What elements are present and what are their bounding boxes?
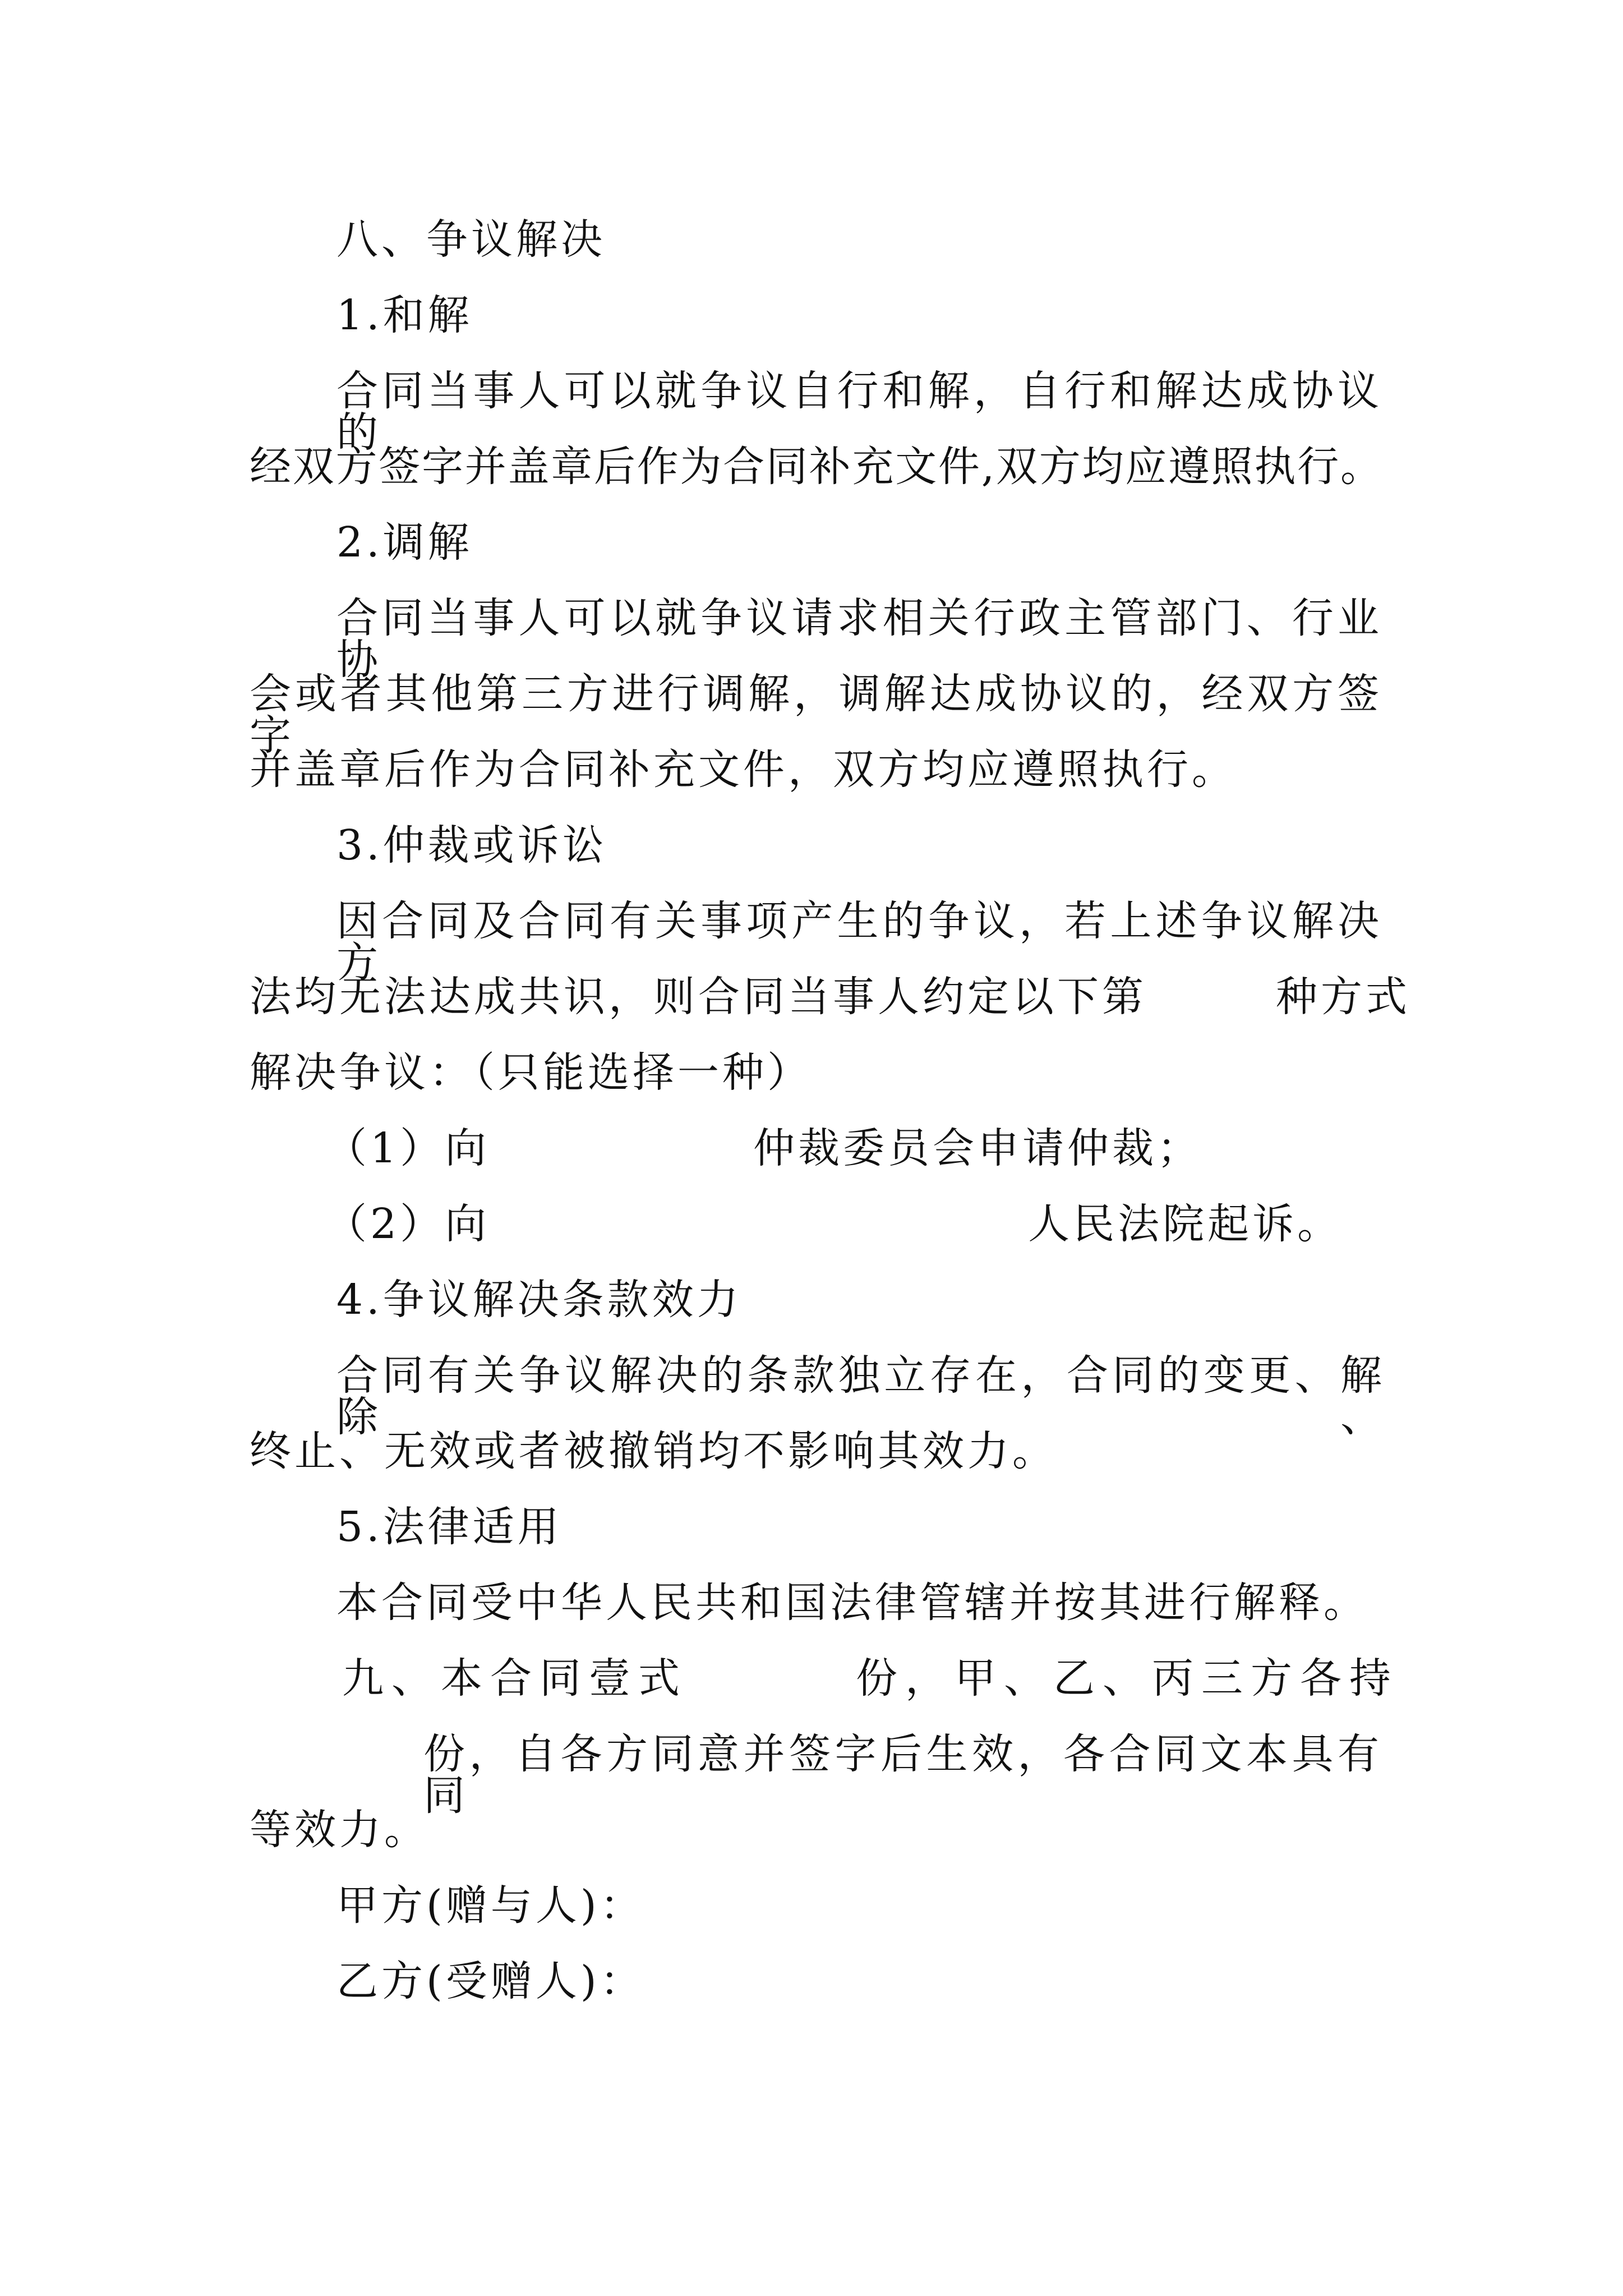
item-5-heading: 5.法律适用 — [336, 1503, 562, 1551]
item-3-text-line-3: 解决争议：（只能选择一种） — [250, 1048, 812, 1097]
section-9-line-1 — [342, 1654, 1475, 1703]
item-2-text-line-2: 会或者其他第三方进行调解，调解达成协议的，经双方签字 — [250, 670, 1382, 760]
item-1-heading: 1.和解 — [336, 291, 473, 339]
item-4-text-line-1: 合同有关争议解决的条款独立存在，合同的变更、解除、 — [336, 1351, 1382, 1441]
item-4-heading: 4.争议解决条款效力 — [336, 1276, 742, 1324]
item-2-heading: 2.调解 — [336, 518, 473, 567]
option-2-line — [325, 1200, 1458, 1248]
section-9-line-2: 份，自各方同意并签字后生效，各合同文本具有同 — [423, 1730, 1382, 1820]
party-a-signature-label: 甲方(赠与人)： — [336, 1881, 645, 1930]
party-b-signature-label: 乙方(受赠人)： — [336, 1957, 645, 2005]
option-1-line — [325, 1124, 1458, 1172]
item-1-text-line-1: 合同当事人可以就争议自行和解，自行和解达成协议的 — [336, 367, 1382, 457]
item-3-text-line-2-start: 法均无法达成共识，则合同当事人约定以下第 — [250, 973, 1147, 1021]
option-2-suffix: 人民法院起诉。 — [1028, 1200, 1343, 1248]
item-3-text-line-1: 因合同及合同有关事项产生的争议，若上述争议解决方 — [336, 897, 1382, 987]
item-3-text-line-2-end: 种方式 — [1276, 973, 1410, 1021]
item-4-text-line-2: 终止、无效或者被撤销均不影响其效力。 — [250, 1427, 1057, 1475]
option-1-prefix: （1）向 — [325, 1124, 490, 1172]
option-1-suffix: 仲裁委员会申请仲裁； — [753, 1124, 1202, 1172]
item-2-text-line-3: 并盖章后作为合同补充文件，双方均应遵照执行。 — [250, 746, 1237, 794]
item-2-text-line-1: 合同当事人可以就争议请求相关行政主管部门、行业协 — [336, 594, 1382, 684]
item-3-heading: 3.仲裁或诉讼 — [336, 821, 607, 869]
section-9-line-3: 等效力。 — [250, 1806, 429, 1854]
section-9-line-1-end: 份，甲、乙、丙三方各持 — [856, 1654, 1399, 1703]
section-8-heading: 八、争议解决 — [336, 215, 606, 264]
option-2-prefix: （2）向 — [325, 1200, 490, 1248]
item-3-text-line-2 — [250, 973, 1410, 1021]
item-5-text-line-1: 本合同受中华人民共和国法律管辖并按其进行解释。 — [336, 1579, 1368, 1627]
section-9-line-1-start: 九、本合同壹式 — [342, 1654, 688, 1703]
item-1-text-line-2: 经双方签字并盖章后作为合同补充文件,双方均应遵照执行。 — [250, 443, 1382, 491]
